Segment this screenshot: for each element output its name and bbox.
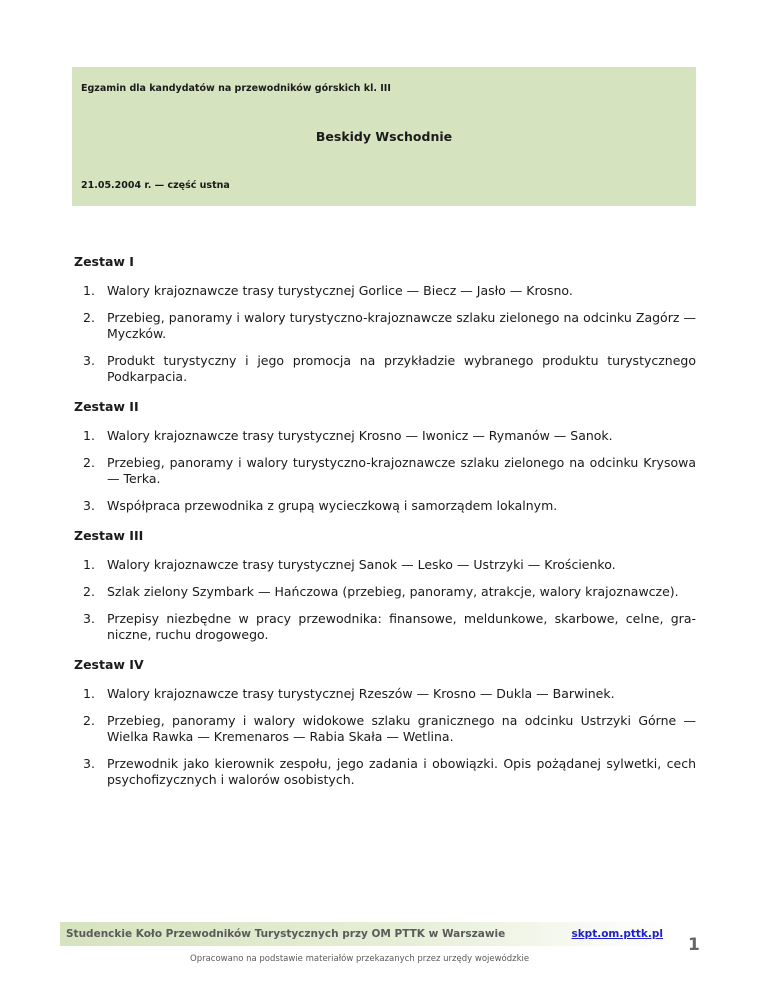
question-item — [74, 686, 696, 702]
set-title: Zestaw I — [74, 254, 134, 269]
exam-header — [72, 67, 696, 206]
question-item — [74, 455, 696, 487]
exam-title: Egzamin dla kandydatów na przewodników górskich kl. III — [81, 83, 391, 94]
question-set — [74, 254, 696, 385]
question-item — [74, 584, 696, 600]
question-list — [74, 283, 696, 385]
question-number: 2. — [83, 310, 95, 325]
question-item — [74, 353, 696, 385]
question-text: Przewodnik jako kierownik zespołu, jego zadania i obowiązki. Opis pożądanej sylwetki, cech psychofizycznych i walorów osobistych. — [107, 756, 696, 787]
question-number: 3. — [83, 611, 95, 626]
question-item — [74, 428, 696, 444]
question-list — [74, 686, 696, 788]
question-number: 1. — [83, 686, 95, 701]
question-item — [74, 611, 696, 643]
footer-website-link[interactable]: skpt.om.pttk.pl — [571, 928, 663, 940]
question-list — [74, 557, 696, 643]
question-number: 1. — [83, 557, 95, 572]
question-item — [74, 756, 696, 788]
question-text: Produkt turystyczny i jego promocja na przykładzie wybranego produktu turystycznego Podkarpacia. — [107, 353, 696, 384]
footer-note: Opracowano na podstawie materiałów przekazanych przez urzędy wojewódzkie — [190, 954, 530, 964]
question-text: Przebieg, panoramy i walory turystyczno-krajoznawcze szlaku zielonego na odcinku Zagórz — Myczków. — [107, 310, 696, 341]
question-text: Walory krajoznawcze trasy turystycznej Krosno — Iwonicz — Rymanów — Sanok. — [107, 428, 613, 443]
exam-date: 21.05.2004 r. — część ustna — [81, 180, 230, 191]
question-number: 2. — [83, 713, 95, 728]
question-text: Przebieg, panoramy i walory widokowe szlaku granicznego na odcinku Ustrzyki Górne — Wielka Rawka — Kremenaros — Rabia Skała — Wetlina. — [107, 713, 696, 744]
question-item — [74, 498, 696, 514]
question-list — [74, 428, 696, 514]
set-title: Zestaw IV — [74, 657, 144, 672]
question-number: 2. — [83, 455, 95, 470]
question-text: Walory krajoznawcze trasy turystycznej Sanok — Lesko — Ustrzyki — Krościenko. — [107, 557, 616, 572]
question-item — [74, 557, 696, 573]
question-set — [74, 399, 696, 514]
page-number: 1 — [688, 935, 700, 955]
set-title: Zestaw III — [74, 528, 144, 543]
footer-organization: Studenckie Koło Przewodników Turystycznych przy OM PTTK w Warszawie — [66, 928, 506, 940]
question-number: 3. — [83, 353, 95, 368]
question-number: 1. — [83, 428, 95, 443]
question-text: Przebieg, panoramy i walory turystyczno-krajoznawcze szlaku zielonego na odcinku Krysowa — Terka. — [107, 455, 696, 486]
question-text: Szlak zielony Szymbark — Hańczowa (przebieg, panoramy, atrakcje, walory krajoznawcze). — [107, 584, 679, 599]
region-title: Beskidy Wschodnie — [315, 129, 453, 144]
question-number: 2. — [83, 584, 95, 599]
question-item — [74, 713, 696, 745]
question-text: Walory krajoznawcze trasy turystycznej Rzeszów — Krosno — Dukla — Barwinek. — [107, 686, 615, 701]
question-text: Współpraca przewodnika z grupą wycieczkową i samorządem lokalnym. — [107, 498, 558, 513]
question-set — [74, 528, 696, 643]
question-number: 3. — [83, 756, 95, 771]
set-title: Zestaw II — [74, 399, 139, 414]
page-footer — [60, 922, 680, 982]
question-item — [74, 310, 696, 342]
question-item — [74, 283, 696, 299]
question-text: Walory krajoznawcze trasy turystycznej Gorlice — Biecz — Jasło — Krosno. — [107, 283, 573, 298]
question-text: Przepisy niezbędne w pracy przewodnika: finansowe, meldunkowe, skarbowe, celne, graniczne, ruchu drogowego. — [107, 611, 696, 642]
footer-bar — [60, 922, 675, 946]
question-set — [74, 657, 696, 788]
question-sets — [74, 254, 696, 802]
question-number: 3. — [83, 498, 95, 513]
question-number: 1. — [83, 283, 95, 298]
